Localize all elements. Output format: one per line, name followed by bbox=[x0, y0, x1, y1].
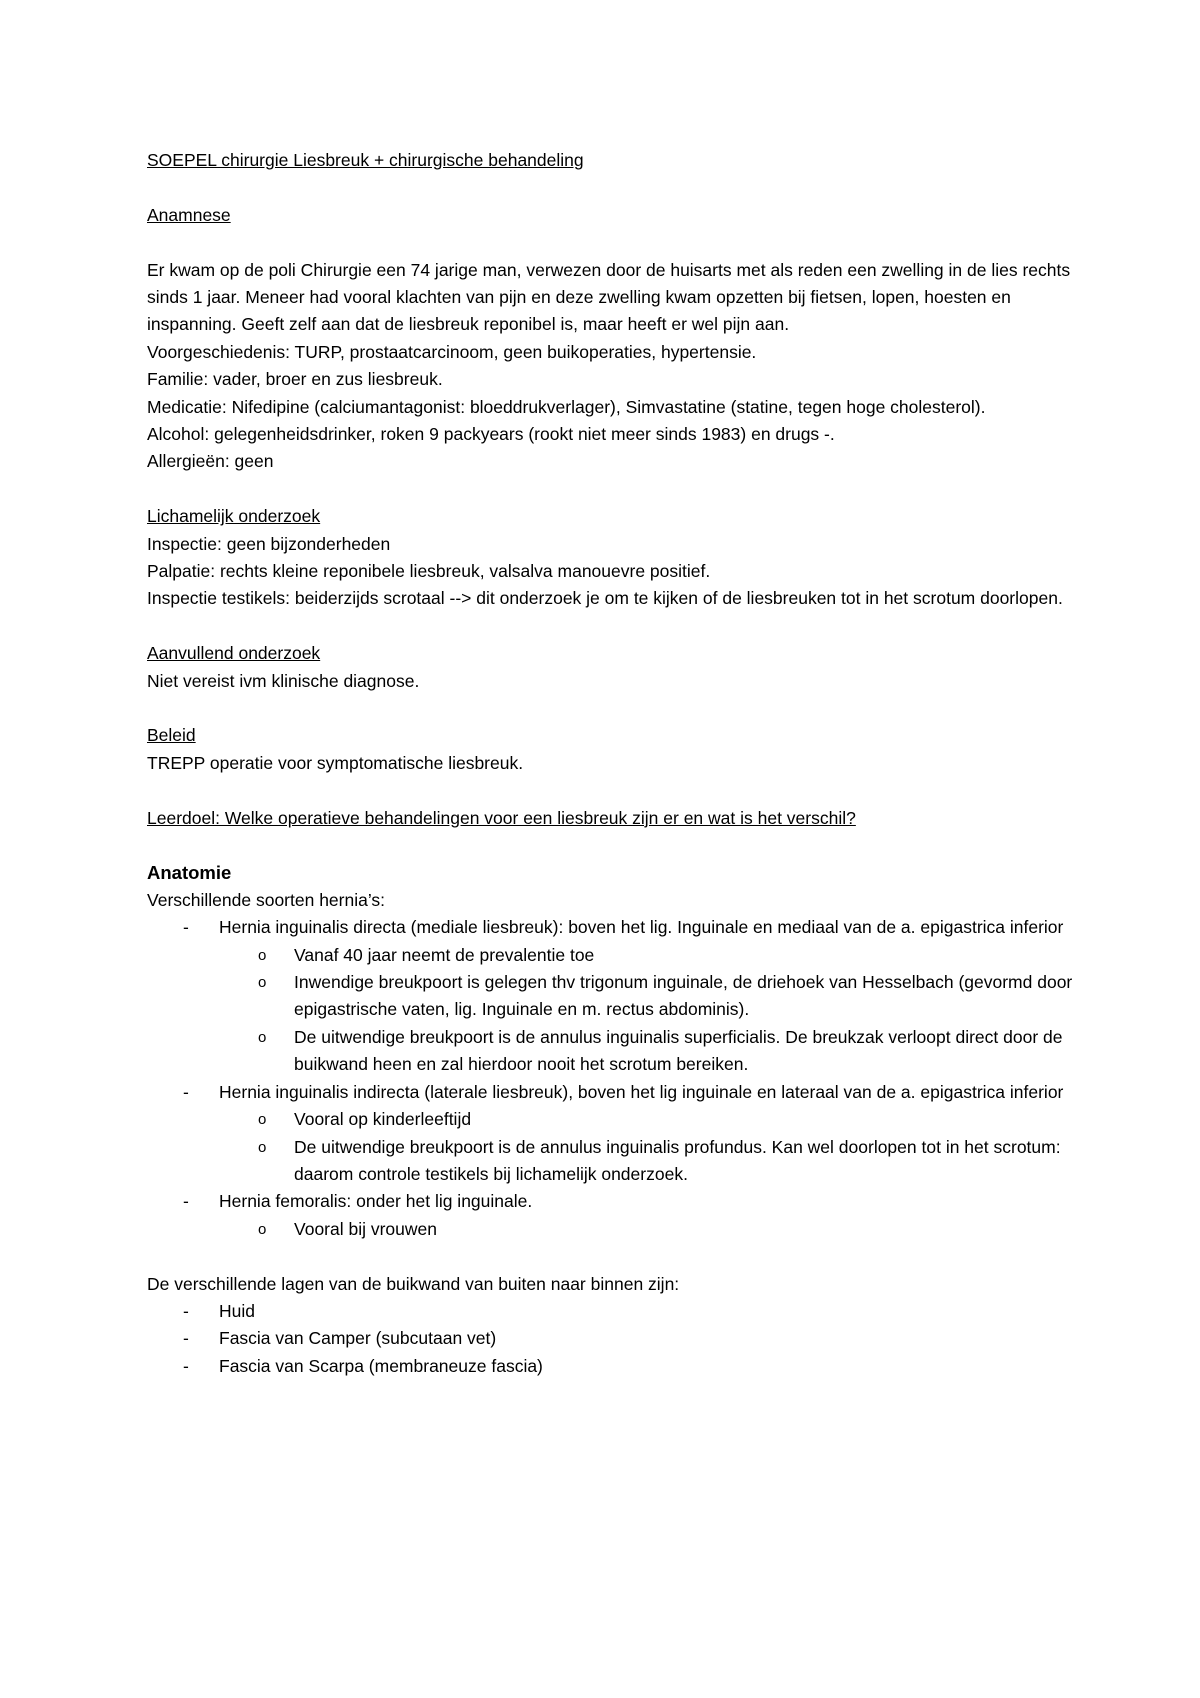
sub-marker: o bbox=[258, 1111, 267, 1129]
anamnese-allergieen: Allergieën: geen bbox=[147, 451, 274, 472]
document-title: SOEPEL chirurgie Liesbreuk + chirurgische behandeling bbox=[147, 150, 584, 170]
anamnese-voorgeschiedenis: Voorgeschiedenis: TURP, prostaatcarcinoom, geen buikoperaties, hypertensie. bbox=[147, 341, 757, 362]
list-item-text: Hernia femoralis: onder het lig inguinale. bbox=[219, 1191, 533, 1212]
list-item bbox=[147, 1353, 1077, 1380]
list-item-text: Huid bbox=[219, 1300, 255, 1321]
list-item-text: Hernia inguinalis indirecta (laterale liesbreuk), boven het lig inguinale en lateraal van de a. epigastrica inferior bbox=[219, 1081, 1064, 1102]
dash-marker: - bbox=[183, 1300, 189, 1321]
sub-list-item bbox=[147, 969, 1077, 1024]
sub-list-item bbox=[147, 942, 1077, 969]
aanvullend-line: Niet vereist ivm klinische diagnose. bbox=[147, 670, 420, 691]
sub-list-item-text: Inwendige breukpoort is gelegen thv trigonum inguinale, de driehoek van Hesselbach (gevormd door epigastrische vaten, lig. Inguinale en m. rectus abdominis). bbox=[294, 972, 1073, 1020]
anamnese-alcohol: Alcohol: gelegenheidsdrinker, roken 9 packyears (rookt niet meer sinds 1983) en drugs -. bbox=[147, 424, 835, 445]
sub-marker: o bbox=[258, 1220, 267, 1238]
lichamelijk-palpatie: Palpatie: rechts kleine reponibele liesbreuk, valsalva manouevre positief. bbox=[147, 561, 711, 582]
dash-marker: - bbox=[183, 1355, 189, 1376]
anamnese-medicatie: Medicatie: Nifedipine (calciumantagonist: bloeddrukverlager), Simvastatine (statine, tegen hoge cholesterol). bbox=[147, 396, 986, 417]
sub-list-item bbox=[147, 1106, 1077, 1133]
lichamelijk-inspectie: Inspectie: geen bijzonderheden bbox=[147, 533, 391, 554]
dash-marker: - bbox=[183, 917, 189, 938]
dash-marker: - bbox=[183, 1191, 189, 1212]
sub-list-item bbox=[147, 1024, 1077, 1079]
dash-marker: - bbox=[183, 1081, 189, 1102]
anamnese-paragraph: Er kwam op de poli Chirurgie een 74 jarige man, verwezen door de huisarts met als reden een zwelling in de lies rechts sinds 1 jaar. Meneer had vooral klachten van pijn en deze zwelling kwam opzetten bij fietsen, lopen, hoesten en inspanning. Geeft zelf aan dat de liesbreuk reponibel is, maar heeft er wel pijn aan. bbox=[147, 259, 1071, 335]
dash-marker: - bbox=[183, 1328, 189, 1349]
lichamelijk-heading: Lichamelijk onderzoek bbox=[147, 506, 321, 527]
list-item-text: Fascia van Camper (subcutaan vet) bbox=[219, 1328, 497, 1349]
anatomie-heading: Anatomie bbox=[147, 862, 232, 884]
list-item bbox=[147, 1298, 1077, 1325]
sub-marker: o bbox=[258, 974, 267, 992]
list-item bbox=[147, 1079, 1077, 1106]
sub-list-item bbox=[147, 1216, 1077, 1243]
list-item-text: Hernia inguinalis directa (mediale liesbreuk): boven het lig. Inguinale en mediaal van de a. epigastrica inferior bbox=[219, 917, 1064, 938]
anatomie-intro: Verschillende soorten hernia’s: bbox=[147, 889, 386, 910]
lagen-intro: De verschillende lagen van de buikwand van buiten naar binnen zijn: bbox=[147, 1273, 680, 1294]
sub-marker: o bbox=[258, 946, 267, 964]
leerdoel: Leerdoel: Welke operatieve behandelingen voor een liesbreuk zijn er en wat is het verschil? bbox=[147, 807, 856, 828]
anamnese-heading: Anamnese bbox=[147, 204, 231, 225]
lichamelijk-testikels: Inspectie testikels: beiderzijds scrotaal --> dit onderzoek je om te kijken of de liesbreuken tot in het scrotum doorlopen. bbox=[147, 588, 1063, 609]
sub-list-item-text: Vooral bij vrouwen bbox=[294, 1218, 437, 1239]
sub-list-item-text: De uitwendige breukpoort is de annulus inguinalis superficialis. De breukzak verloopt direct door de buikwand heen en zal hierdoor nooit het scrotum bereiken. bbox=[294, 1026, 1063, 1075]
aanvullend-heading: Aanvullend onderzoek bbox=[147, 643, 321, 664]
document-page bbox=[147, 147, 1077, 1380]
sub-list-item-text: De uitwendige breukpoort is de annulus inguinalis profundus. Kan wel doorlopen tot in het scrotum: daarom controle testikels bij lichamelijk onderzoek. bbox=[294, 1136, 1061, 1184]
sub-marker: o bbox=[258, 1138, 267, 1156]
list-item-text: Fascia van Scarpa (membraneuze fascia) bbox=[219, 1355, 543, 1376]
beleid-heading: Beleid bbox=[147, 725, 196, 746]
list-item bbox=[147, 914, 1077, 941]
list-item bbox=[147, 1188, 1077, 1215]
anamnese-familie: Familie: vader, broer en zus liesbreuk. bbox=[147, 369, 443, 390]
sub-list-item-text: Vooral op kinderleeftijd bbox=[294, 1109, 472, 1130]
sub-list-item-text: Vanaf 40 jaar neemt de prevalentie toe bbox=[294, 944, 595, 965]
beleid-line: TREPP operatie voor symptomatische liesbreuk. bbox=[147, 752, 524, 773]
sub-list-item bbox=[147, 1134, 1077, 1189]
list-item bbox=[147, 1325, 1077, 1352]
sub-marker: o bbox=[258, 1028, 267, 1046]
